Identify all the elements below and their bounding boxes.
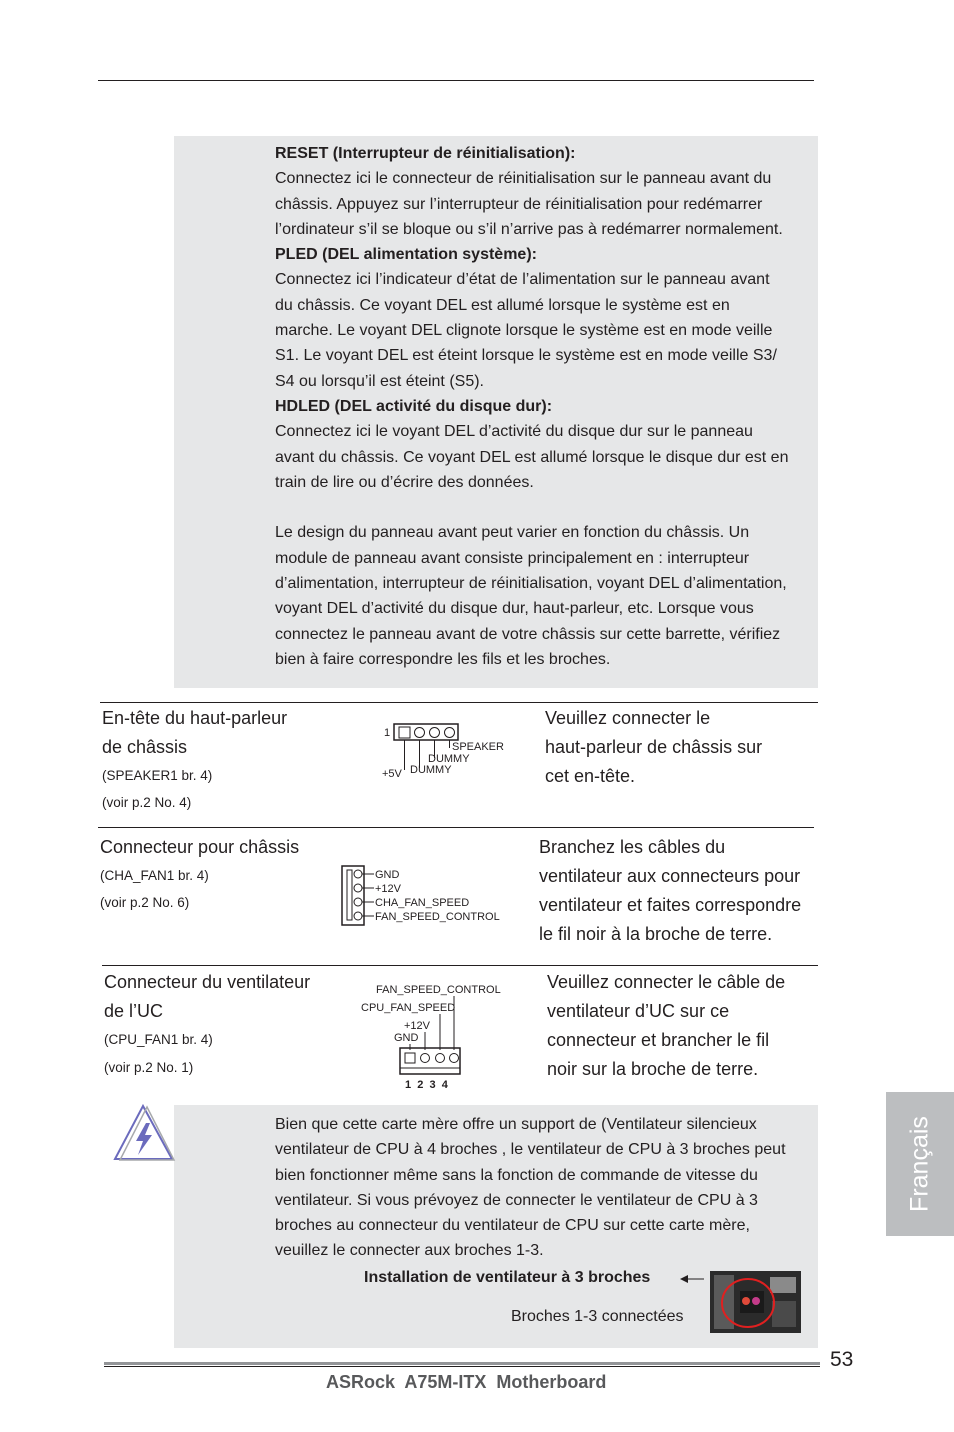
chassis-fan-pin: [354, 884, 362, 892]
chassis-fan-desc: [539, 833, 801, 949]
chassis-fan-pin: [354, 898, 362, 906]
reset-line: l’ordinateur s’il se bloque ou s’il n’arrive pas à redémarrer normalement.: [275, 220, 783, 238]
chassis-fan-desc-line: ventilateur aux connecteurs pour: [539, 866, 801, 886]
chassis-fan-ref: (CHA_FAN1 br. 4): [100, 868, 209, 883]
design-line: d’alimentation, interrupteur de réinitialisation, voyant DEL d’alimentation,: [275, 575, 787, 593]
speaker-pin1-label: 1: [384, 727, 391, 739]
cha-fan-speed-label: CHA_FAN_SPEED: [375, 897, 470, 909]
footer-rule-thin: [104, 1366, 820, 1367]
speaker-pin: [430, 728, 440, 738]
pled-line: S4 ou lorsqu’il est éteint (S5).: [275, 372, 484, 390]
12v-label: +12V: [404, 1020, 430, 1032]
dummy-label: DUMMY: [428, 753, 470, 765]
speaker-label: SPEAKER: [452, 741, 504, 753]
speaker-title-line: En-tête du haut-parleur: [102, 708, 288, 728]
design-line: bien à faire correspondre les fils et les broches.: [275, 650, 611, 668]
gnd-label: GND: [375, 869, 400, 881]
cpu-fan-desc: [547, 968, 785, 1084]
gnd-label: GND: [394, 1032, 419, 1044]
speaker-pin: [415, 728, 425, 738]
chassis-fan-top-rule: [98, 827, 814, 828]
pled-heading: PLED (DEL alimentation système):: [275, 246, 537, 264]
speaker-desc-line: Veuillez connecter le: [545, 708, 711, 728]
top-rule: [98, 80, 814, 81]
pled-line: du châssis. Ce voyant DEL est allumé lorsque le système est en: [275, 296, 730, 314]
language-tab: [886, 1092, 954, 1236]
fan-speed-control-label: FAN_SPEED_CONTROL: [376, 984, 501, 996]
chassis-fan-title-line: Connecteur pour châssis: [100, 837, 300, 857]
design-line: voyant DEL d’activité du disque dur, haut-parleur, etc. Lorsque vous: [275, 600, 754, 618]
chassis-fan-desc-line: le fil noir à la broche de terre.: [539, 924, 773, 944]
pled-line: S1. Le voyant DEL est éteint lorsque le système est en mode veille S3/: [275, 347, 777, 365]
reset-heading: RESET (Interrupteur de réinitialisation):: [275, 145, 576, 162]
cpu-fan-top-rule: [102, 965, 818, 966]
chassis-fan-pin: [354, 870, 362, 878]
cpu-fan-see: (voir p.2 No. 1): [104, 1060, 194, 1075]
design-line: connectez le panneau avant de votre châssis sur cette barrette, vérifiez: [275, 625, 781, 643]
12v-label: +12V: [375, 883, 401, 895]
speaker-desc: [545, 704, 762, 791]
dummy-label: DUMMY: [410, 764, 452, 776]
cpu-fan-title-line: Connecteur du ventilateur: [104, 972, 311, 992]
speaker-pin: [445, 728, 455, 738]
hdled-line: Connectez ici le voyant DEL d’activité du disque dur sur le panneau: [275, 423, 753, 441]
note-text: [275, 1112, 820, 1264]
cpu-fan-desc-line: noir sur la broche de terre.: [547, 1059, 759, 1079]
note-line: Bien que cette carte mère offre un support de (Ventilateur silencieux: [275, 1116, 757, 1133]
cpu-fan-pin: [450, 1054, 459, 1063]
speaker-top-rule: [100, 702, 818, 703]
pled-line: marche. Le voyant DEL clignote lorsque le système est en mode veille: [275, 322, 773, 340]
speaker-title-line: de châssis: [102, 737, 188, 757]
front-panel-text: [275, 141, 820, 672]
speaker-see: (voir p.2 No. 4): [102, 795, 192, 810]
language-tab-label: Français: [905, 1116, 934, 1212]
hdled-heading: HDLED (DEL activité du disque dur):: [275, 397, 553, 415]
speaker-ref: (SPEAKER1 br. 4): [102, 768, 213, 783]
note-line: bien fonctionner même sans la fonction de commande de vitesse du: [275, 1166, 758, 1184]
footer-title: ASRock A75M-ITX Motherboard: [326, 1372, 607, 1392]
hdled-line: avant du châssis. Ce voyant DEL est allumé lorsque le disque dur est en: [275, 448, 789, 466]
pin-numbers: 1 2 3 4: [405, 1079, 448, 1091]
cpu-fan-header-diagram: [358, 980, 508, 1092]
warning-icon: [112, 1103, 176, 1163]
design-line: Le design du panneau avant peut varier en fonction du châssis. Un: [275, 524, 750, 542]
cpu-fan-speed-label: CPU_FAN_SPEED: [361, 1002, 456, 1014]
arrow-left-icon: [678, 1272, 706, 1286]
spacer-line: [275, 495, 820, 520]
speaker-header-diagram: [378, 720, 508, 782]
plus5v-label: +5V: [382, 768, 402, 780]
note-line: ventilateur. Si vous prévoyez de connecter le ventilateur de CPU à 3: [275, 1191, 758, 1209]
cpu-fan-ref: (CPU_FAN1 br. 4): [104, 1032, 213, 1047]
cpu-fan-desc-line: Veuillez connecter le câble de: [547, 972, 786, 992]
cpu-fan-title: [104, 968, 310, 1082]
reset-line: châssis. Appuyez sur l’interrupteur de réinitialisation pour redémarrer: [275, 195, 763, 213]
speaker-pin-square: [399, 727, 410, 738]
chassis-fan-pin: [354, 912, 362, 920]
chassis-fan-header-outline: [342, 866, 364, 925]
fan-speed-control-label: FAN_SPEED_CONTROL: [375, 911, 500, 923]
design-line: module de panneau avant consiste principalement en : interrupteur: [275, 549, 750, 567]
footer-rule: [104, 1362, 820, 1365]
hdled-line: train de lire ou d’écrire des données.: [275, 473, 534, 491]
reset-line: Connectez ici le connecteur de réinitialisation sur le panneau avant du: [275, 170, 772, 188]
speaker-title: [102, 704, 287, 816]
chassis-fan-see: (voir p.2 No. 6): [100, 895, 190, 910]
cpu-fan-desc-line: connecteur et brancher le fil: [547, 1030, 770, 1050]
pled-line: Connectez ici l’indicateur d’état de l’alimentation sur le panneau avant: [275, 271, 770, 289]
cpu-fan-pin: [436, 1054, 445, 1063]
cpu-fan-title-line: de l’UC: [104, 1001, 164, 1021]
cpu-fan-pin: [421, 1054, 430, 1063]
speaker-desc-line: haut-parleur de châssis sur: [545, 737, 763, 757]
chassis-fan-desc-line: ventilateur et faites correspondre: [539, 895, 802, 915]
page-number: 53: [830, 1348, 854, 1371]
chassis-fan-title: [100, 833, 299, 916]
chassis-fan-desc-line: Branchez les câbles du: [539, 837, 726, 857]
cpu-fan-desc-line: ventilateur d’UC sur ce: [547, 1001, 730, 1021]
cpu-fan-pin-square: [405, 1053, 415, 1063]
note-line: broches au connecteur du ventilateur de CPU sur cette carte mère,: [275, 1217, 750, 1235]
chassis-fan-header-diagram: [340, 864, 510, 928]
note-line: veuillez le connecter aux broches 1-3.: [275, 1242, 544, 1260]
install-title: Installation de ventilateur à 3 broches: [364, 1269, 651, 1286]
install-caption: Broches 1-3 connectées: [511, 1308, 684, 1325]
fan-install-photo: [710, 1271, 801, 1333]
speaker-desc-line: cet en-tête.: [545, 766, 636, 786]
note-line: ventilateur de CPU à 4 broches , le ventilateur de CPU à 3 broches peut: [275, 1141, 786, 1159]
